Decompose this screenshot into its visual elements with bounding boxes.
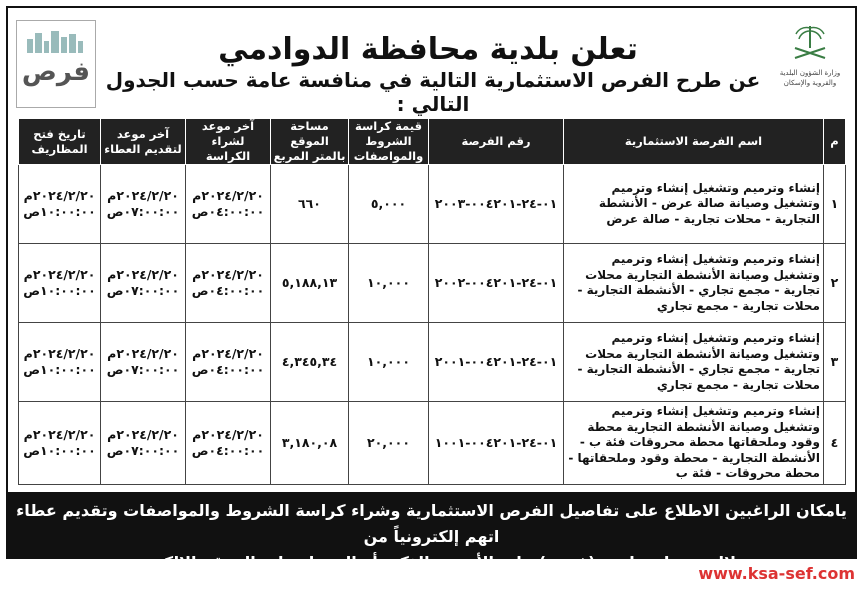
row-submit: ٢٠٢٤/٢/٢٠م ٠٧:٠٠:٠٠ص (101, 323, 186, 402)
row-open: ٢٠٢٤/٢/٢٠م ١٠:٠٠:٠٠ص (19, 244, 101, 323)
header-name: اسم الفرصة الاستثمارية (564, 119, 824, 165)
furas-logo-text: فرص (21, 57, 91, 87)
header-fee: قيمة كراسة الشروط والمواصفات (349, 119, 429, 165)
row-name: إنشاء وترميم وتشغيل إنشاء وترميم وتشغيل وصيانة الأنشطة التجارية محلات تجارية - مجمع تجاري - الأنشطة التجارية - محلات تجارية - مجمع تجاري (564, 244, 824, 323)
row-open: ٢٠٢٤/٢/٢٠م ١٠:٠٠:٠٠ص (19, 165, 101, 244)
row-area: ٦٦٠ (271, 165, 349, 244)
table-row (19, 165, 846, 244)
row-buy: ٢٠٢٤/٢/٢٠م ٠٤:٠٠:٠٠ص (186, 165, 271, 244)
watermark: www.ksa-sef.com (698, 564, 855, 583)
row-name: إنشاء وترميم وتشغيل إنشاء وترميم وتشغيل وصيانة الأنشطة التجارية محلات تجارية - مجمع تجاري - الأنشطة التجارية - محلات تجارية - مجمع تجاري (564, 323, 824, 402)
row-fee: ١٠,٠٠٠ (349, 244, 429, 323)
row-fee: ٢٠,٠٠٠ (349, 402, 429, 485)
table-row (19, 244, 846, 323)
row-no: ١ (824, 165, 846, 244)
footer-line-1: يامكان الراغبين الاطلاع على تفاصيل الفرص الاستثمارية وشراء كراسة الشروط والمواصفات وتقديم عطاء اتهم إلكترونياً من (16, 501, 847, 546)
row-submit: ٢٠٢٤/٢/٢٠م ٠٧:٠٠:٠٠ص (101, 165, 186, 244)
row-area: ٣,١٨٠,٠٨ (271, 402, 349, 485)
footer-line-2[interactable]: خلال تحميل تطبيق (فرص) على الأجهزة الذكية أو الدخول على الموقع الالكتروني (https://Furas.momra.gov.sa) (115, 553, 748, 598)
row-opportunity: ٠١-٢٤-٠٠٤٢٠١-١٠٠١ (429, 402, 564, 485)
header-opportunity: رقم الفرصة (429, 119, 564, 165)
row-area: ٥,١٨٨,١٣ (271, 244, 349, 323)
header-no: م (824, 119, 846, 165)
header-area: مساحة الموقع بالمتر المربع (271, 119, 349, 165)
row-no: ٢ (824, 244, 846, 323)
page-title: تعلن بلدية محافظة الدوادمي (218, 32, 638, 67)
row-name: إنشاء وترميم وتشغيل إنشاء وترميم وتشغيل وصيانة صالة عرض - الأنشطة التجارية - محلات تجارية - صالة عرض (564, 165, 824, 244)
furas-logo (16, 20, 96, 108)
row-no: ٤ (824, 402, 846, 485)
row-open: ٢٠٢٤/٢/٢٠م ١٠:٠٠:٠٠ص (19, 402, 101, 485)
row-fee: ٥,٠٠٠ (349, 165, 429, 244)
palm-swords-emblem-icon (789, 22, 831, 64)
row-opportunity: ٠١-٢٤-٠٠٤٢٠١-٢٠٠١ (429, 323, 564, 402)
table-row (19, 402, 846, 485)
row-buy: ٢٠٢٤/٢/٢٠م ٠٤:٠٠:٠٠ص (186, 244, 271, 323)
row-submit: ٢٠٢٤/٢/٢٠م ٠٧:٠٠:٠٠ص (101, 402, 186, 485)
row-opportunity: ٠١-٢٤-٠٠٤٢٠١-٢٠٠٢ (429, 244, 564, 323)
row-opportunity: ٠١-٢٤-٠٠٤٢٠١-٢٠٠٣ (429, 165, 564, 244)
row-open: ٢٠٢٤/٢/٢٠م ١٠:٠٠:٠٠ص (19, 323, 101, 402)
skyline-icon (25, 29, 85, 53)
row-area: ٤,٣٤٥,٣٤ (271, 323, 349, 402)
row-name: إنشاء وترميم وتشغيل إنشاء وترميم وتشغيل وصيانة الأنشطة التجارية محطة وقود وملحقاتها محطة محروقات فئة ب - الأنشطة التجارية - محطة وقود وملحقاتها - محطة محروقات - فئة ب (564, 402, 824, 485)
row-no: ٣ (824, 323, 846, 402)
ministry-name: وزارة الشؤون البلدية والقروية والإسكان (779, 69, 841, 87)
page-subtitle: عن طرح الفرص الاستثمارية التالية في منافسة عامة حسب الجدول التالي : (105, 68, 761, 116)
header-open: تاريخ فتح المظاريف (19, 119, 101, 165)
table-row (19, 323, 846, 402)
row-submit: ٢٠٢٤/٢/٢٠م ٠٧:٠٠:٠٠ص (101, 244, 186, 323)
row-fee: ١٠,٠٠٠ (349, 323, 429, 402)
row-buy: ٢٠٢٤/٢/٢٠م ٠٤:٠٠:٠٠ص (186, 323, 271, 402)
header-submit: آخر موعد لتقديم العطاء (101, 119, 186, 165)
table-header-row (19, 119, 846, 165)
opportunities-table (18, 118, 846, 485)
ministry-logo (775, 22, 845, 102)
header (8, 8, 855, 116)
row-buy: ٢٠٢٤/٢/٢٠م ٠٤:٠٠:٠٠ص (186, 402, 271, 485)
header-buy: آخر موعد لشراء الكراسة (186, 119, 271, 165)
